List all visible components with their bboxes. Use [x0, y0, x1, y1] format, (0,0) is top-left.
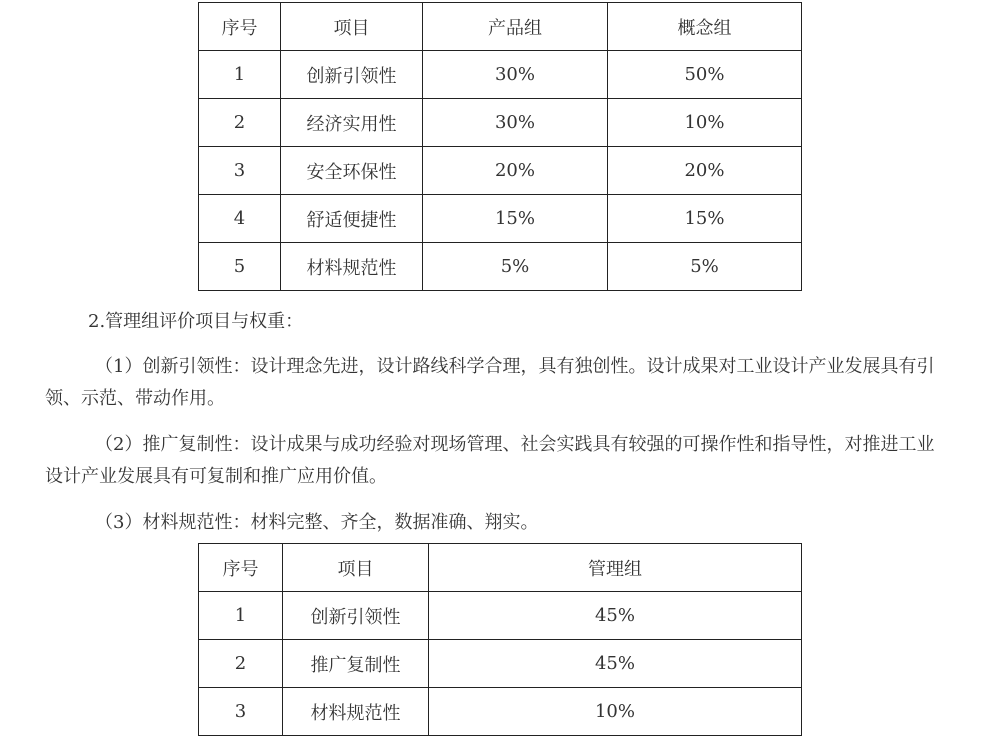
table-cell: 安全环保性 — [281, 147, 423, 195]
table-cell: 2 — [199, 99, 281, 147]
table-row — [199, 243, 802, 291]
table-cell: 4 — [199, 195, 281, 243]
criterion-paragraph: （3）材料规范性：材料完整、齐全，数据准确、翔实。 — [95, 512, 539, 533]
management-weight-table — [198, 543, 802, 736]
table-cell: 45% — [429, 592, 802, 640]
table-cell: 20% — [423, 147, 608, 195]
table-cell: 15% — [423, 195, 608, 243]
table-cell: 舒适便捷性 — [281, 195, 423, 243]
table-row — [199, 51, 802, 99]
table-row — [199, 640, 802, 688]
table-cell: 50% — [608, 51, 802, 99]
table-cell: 经济实用性 — [281, 99, 423, 147]
table-cell: 3 — [199, 147, 281, 195]
section-heading: 2.管理组评价项目与权重： — [88, 311, 304, 332]
table-header-row — [199, 3, 802, 51]
table-cell: 10% — [608, 99, 802, 147]
table-cell: 2 — [199, 640, 283, 688]
header-cell: 产品组 — [423, 3, 608, 51]
table-cell: 材料规范性 — [281, 243, 423, 291]
table-cell: 5% — [423, 243, 608, 291]
header-cell: 序号 — [199, 544, 283, 592]
table-cell: 推广复制性 — [283, 640, 429, 688]
header-cell: 项目 — [281, 3, 423, 51]
table-cell: 1 — [199, 51, 281, 99]
table-row — [199, 688, 802, 736]
table-cell: 5% — [608, 243, 802, 291]
table-cell: 30% — [423, 99, 608, 147]
table-header-row — [199, 544, 802, 592]
header-cell: 管理组 — [429, 544, 802, 592]
table-cell: 3 — [199, 688, 283, 736]
table-cell: 创新引领性 — [281, 51, 423, 99]
table-cell: 15% — [608, 195, 802, 243]
table-cell: 创新引领性 — [283, 592, 429, 640]
table-cell: 5 — [199, 243, 281, 291]
header-cell: 概念组 — [608, 3, 802, 51]
table-cell: 10% — [429, 688, 802, 736]
table-row — [199, 195, 802, 243]
table-row — [199, 592, 802, 640]
product-concept-weight-table — [198, 2, 802, 291]
criterion-paragraph: （2）推广复制性：设计成果与成功经验对现场管理、社会实践具有较强的可操作性和指导性，对推进工业设计产业发展具有可复制和推广应用价值。 — [45, 434, 935, 487]
table-cell: 45% — [429, 640, 802, 688]
table-row — [199, 147, 802, 195]
table-cell: 30% — [423, 51, 608, 99]
table-cell: 材料规范性 — [283, 688, 429, 736]
table-cell: 1 — [199, 592, 283, 640]
table-cell: 20% — [608, 147, 802, 195]
header-cell: 序号 — [199, 3, 281, 51]
criterion-paragraph: （1）创新引领性：设计理念先进，设计路线科学合理，具有独创性。设计成果对工业设计产业发展具有引领、示范、带动作用。 — [45, 356, 935, 409]
table-row — [199, 99, 802, 147]
header-cell: 项目 — [283, 544, 429, 592]
